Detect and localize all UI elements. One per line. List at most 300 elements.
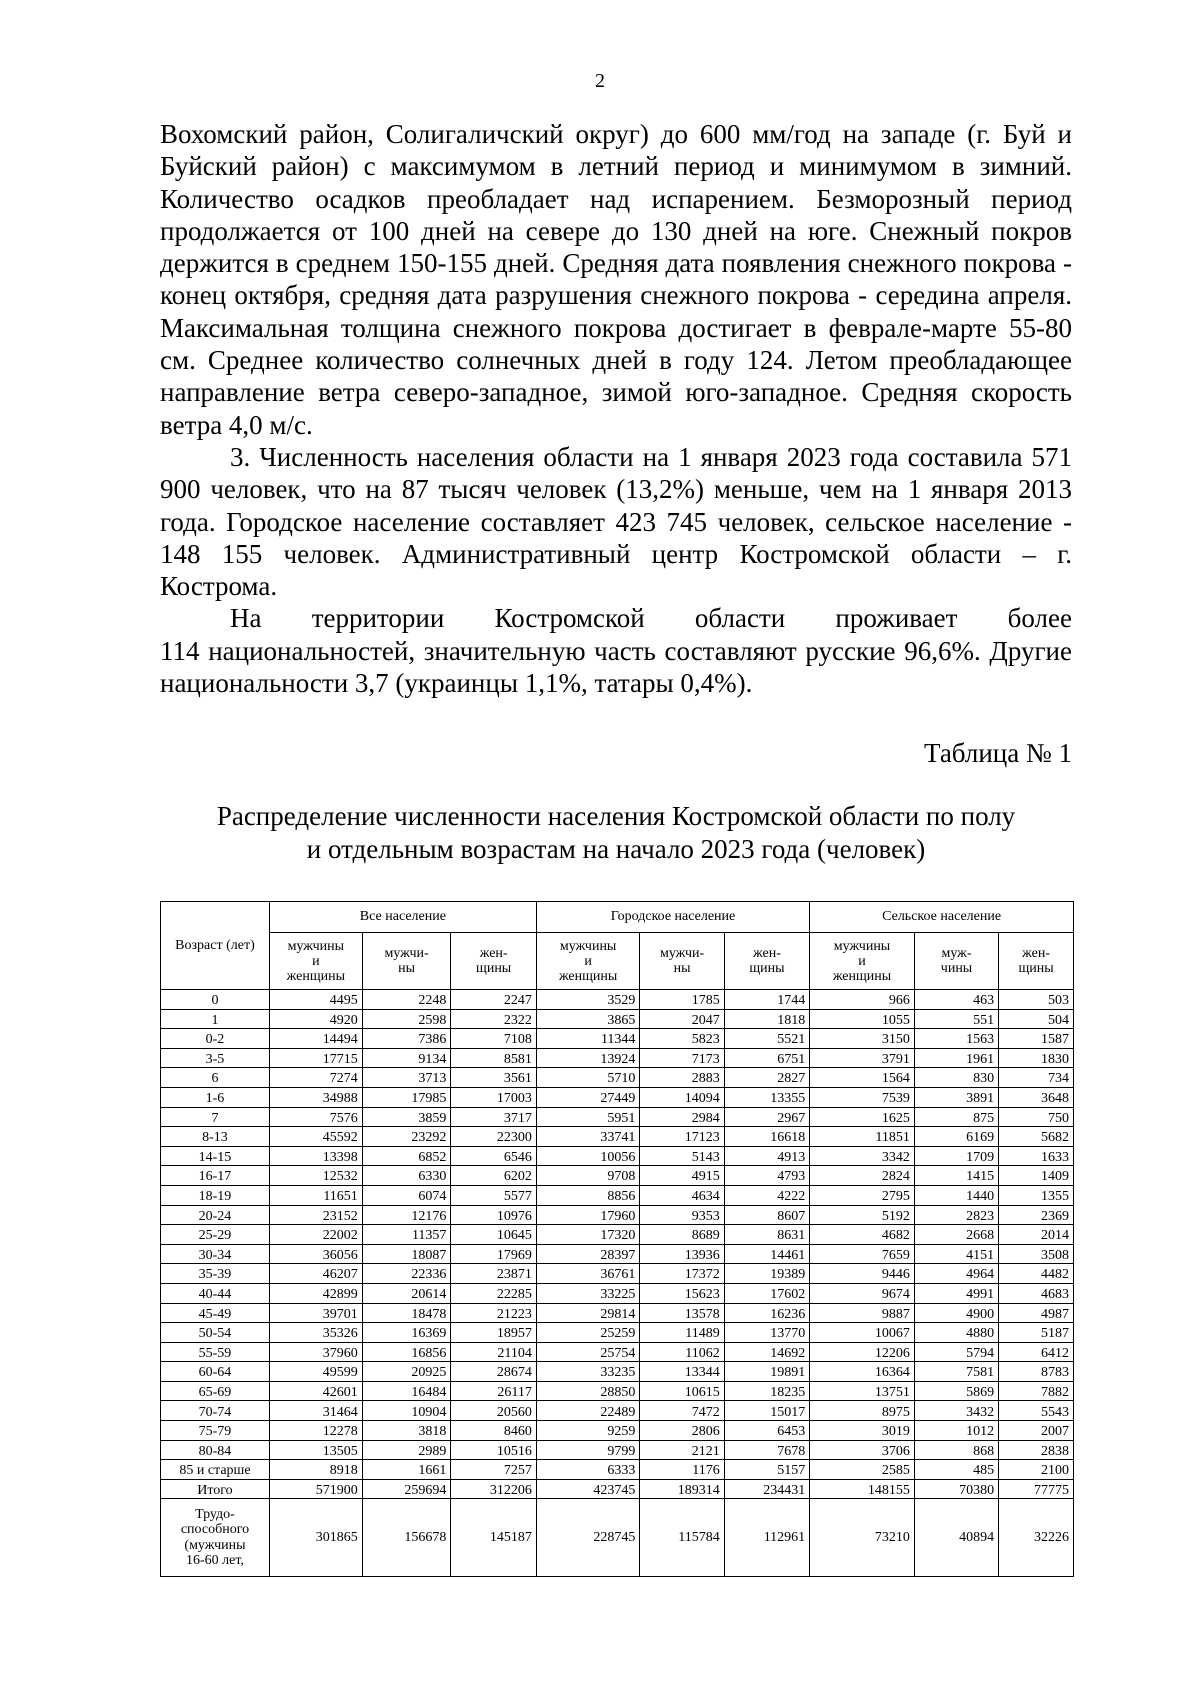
value-cell: 7576	[269, 1107, 362, 1127]
value-cell: 4964	[914, 1264, 998, 1284]
value-cell: 36761	[536, 1264, 640, 1284]
table-row	[161, 1264, 1074, 1284]
value-cell: 20925	[362, 1362, 451, 1382]
value-cell: 5794	[914, 1342, 998, 1362]
value-cell: 2989	[362, 1440, 451, 1460]
value-cell: 5682	[999, 1127, 1074, 1147]
value-cell: 2014	[999, 1225, 1074, 1245]
value-cell: 2247	[451, 990, 536, 1010]
value-cell: 750	[999, 1107, 1074, 1127]
value-cell: 1830	[999, 1048, 1074, 1068]
value-cell: 10615	[640, 1381, 724, 1401]
value-cell: 189314	[640, 1479, 724, 1499]
value-cell: 5187	[999, 1323, 1074, 1343]
value-cell: 1012	[914, 1421, 998, 1441]
value-cell: 21104	[451, 1342, 536, 1362]
value-cell: 259694	[362, 1479, 451, 1499]
value-cell: 1661	[362, 1460, 451, 1480]
value-cell: 3648	[999, 1087, 1074, 1107]
value-cell: 7539	[810, 1087, 915, 1107]
sub-column-header: жен- щины	[724, 933, 809, 990]
value-cell: 33225	[536, 1283, 640, 1303]
paragraph: На территории Костромской области проживает более	[230, 603, 1072, 634]
value-cell: 830	[914, 1068, 998, 1088]
value-cell: 8581	[451, 1048, 536, 1068]
value-cell: 9887	[810, 1303, 915, 1323]
age-cell: 1-6	[161, 1087, 270, 1107]
age-cell: 20-24	[161, 1205, 270, 1225]
table-row	[161, 1166, 1074, 1186]
value-cell: 21223	[451, 1303, 536, 1323]
group-header: Городское население	[536, 902, 809, 933]
table-title	[160, 800, 1072, 866]
table-row	[161, 1421, 1074, 1441]
value-cell: 2824	[810, 1166, 915, 1186]
value-cell: 16856	[362, 1342, 451, 1362]
value-cell: 28850	[536, 1381, 640, 1401]
value-cell: 485	[914, 1460, 998, 1480]
value-cell: 6751	[724, 1048, 809, 1068]
value-cell: 11344	[536, 1029, 640, 1049]
sub-column-header: мужчи- ны	[640, 933, 724, 990]
table-row	[161, 1381, 1074, 1401]
age-cell: 75-79	[161, 1421, 270, 1441]
sub-column-header: жен- щины	[999, 933, 1074, 990]
table-row	[161, 1440, 1074, 1460]
value-cell: 4915	[640, 1166, 724, 1186]
sub-column-header: муж- чины	[914, 933, 998, 990]
value-cell: 18957	[451, 1323, 536, 1343]
value-cell: 4793	[724, 1166, 809, 1186]
value-cell: 31464	[269, 1401, 362, 1421]
value-cell: 234431	[724, 1479, 809, 1499]
value-cell: 312206	[451, 1479, 536, 1499]
body-text	[160, 118, 1072, 699]
table-row	[161, 1342, 1074, 1362]
value-cell: 148155	[810, 1479, 915, 1499]
value-cell: 32226	[999, 1499, 1074, 1577]
value-cell: 17320	[536, 1225, 640, 1245]
value-cell: 15017	[724, 1401, 809, 1421]
value-cell: 2007	[999, 1421, 1074, 1441]
table-row	[161, 1009, 1074, 1029]
table-row	[161, 1460, 1074, 1480]
value-cell: 4987	[999, 1303, 1074, 1323]
value-cell: 9259	[536, 1421, 640, 1441]
value-cell: 26117	[451, 1381, 536, 1401]
value-cell: 6412	[999, 1342, 1074, 1362]
value-cell: 12278	[269, 1421, 362, 1441]
value-cell: 966	[810, 990, 915, 1010]
value-cell: 10056	[536, 1146, 640, 1166]
value-cell: 8689	[640, 1225, 724, 1245]
value-cell: 17602	[724, 1283, 809, 1303]
value-cell: 10645	[451, 1225, 536, 1245]
value-cell: 504	[999, 1009, 1074, 1029]
value-cell: 463	[914, 990, 998, 1010]
age-cell: 80-84	[161, 1440, 270, 1460]
table-row	[161, 1146, 1074, 1166]
table-row	[161, 1107, 1074, 1127]
value-cell: 2823	[914, 1205, 998, 1225]
value-cell: 22300	[451, 1127, 536, 1147]
value-cell: 4683	[999, 1283, 1074, 1303]
value-cell: 7108	[451, 1029, 536, 1049]
value-cell: 7882	[999, 1381, 1074, 1401]
sub-column-header: мужчины и женщины	[536, 933, 640, 990]
page-number: 2	[595, 70, 605, 92]
value-cell: 4634	[640, 1185, 724, 1205]
table-row	[161, 1087, 1074, 1107]
value-cell: 14494	[269, 1029, 362, 1049]
value-cell: 875	[914, 1107, 998, 1127]
value-cell: 1176	[640, 1460, 724, 1480]
value-cell: 1440	[914, 1185, 998, 1205]
age-cell: 70-74	[161, 1401, 270, 1421]
value-cell: 3859	[362, 1107, 451, 1127]
age-cell: 40-44	[161, 1283, 270, 1303]
value-cell: 8783	[999, 1362, 1074, 1382]
value-cell: 5710	[536, 1068, 640, 1088]
value-cell: 1563	[914, 1029, 998, 1049]
value-cell: 11651	[269, 1185, 362, 1205]
value-cell: 33741	[536, 1127, 640, 1147]
value-cell: 1709	[914, 1146, 998, 1166]
value-cell: 12206	[810, 1342, 915, 1362]
value-cell: 7386	[362, 1029, 451, 1049]
value-cell: 3818	[362, 1421, 451, 1441]
value-cell: 19389	[724, 1264, 809, 1284]
value-cell: 25259	[536, 1323, 640, 1343]
value-cell: 1785	[640, 990, 724, 1010]
value-cell: 46207	[269, 1264, 362, 1284]
group-header: Все население	[269, 902, 536, 933]
value-cell: 17003	[451, 1087, 536, 1107]
value-cell: 1409	[999, 1166, 1074, 1186]
value-cell: 27449	[536, 1087, 640, 1107]
value-cell: 8975	[810, 1401, 915, 1421]
value-cell: 5577	[451, 1185, 536, 1205]
value-cell: 1961	[914, 1048, 998, 1068]
table-row	[161, 1303, 1074, 1323]
table-row	[161, 1185, 1074, 1205]
value-cell: 35326	[269, 1323, 362, 1343]
value-cell: 5951	[536, 1107, 640, 1127]
value-cell: 7659	[810, 1244, 915, 1264]
age-cell: 25-29	[161, 1225, 270, 1245]
value-cell: 2984	[640, 1107, 724, 1127]
value-cell: 6453	[724, 1421, 809, 1441]
value-cell: 13505	[269, 1440, 362, 1460]
value-cell: 14692	[724, 1342, 809, 1362]
value-cell: 8460	[451, 1421, 536, 1441]
sub-column-header: мужчи- ны	[362, 933, 451, 990]
table-title-line: и отдельным возрастам на начало 2023 года (человек)	[306, 834, 926, 864]
value-cell: 9708	[536, 1166, 640, 1186]
value-cell: 8631	[724, 1225, 809, 1245]
value-cell: 5192	[810, 1205, 915, 1225]
value-cell: 6169	[914, 1127, 998, 1147]
value-cell: 14461	[724, 1244, 809, 1264]
table-row	[161, 1499, 1074, 1577]
value-cell: 33235	[536, 1362, 640, 1382]
value-cell: 3342	[810, 1146, 915, 1166]
value-cell: 4482	[999, 1264, 1074, 1284]
value-cell: 13398	[269, 1146, 362, 1166]
value-cell: 3706	[810, 1440, 915, 1460]
value-cell: 9134	[362, 1048, 451, 1068]
table-row	[161, 1068, 1074, 1088]
value-cell: 11851	[810, 1127, 915, 1147]
age-cell: 7	[161, 1107, 270, 1127]
value-cell: 7257	[451, 1460, 536, 1480]
value-cell: 228745	[536, 1499, 640, 1577]
value-cell: 115784	[640, 1499, 724, 1577]
table-row	[161, 1244, 1074, 1264]
value-cell: 13344	[640, 1362, 724, 1382]
table-row	[161, 1283, 1074, 1303]
value-cell: 2883	[640, 1068, 724, 1088]
group-header: Сельское население	[810, 902, 1074, 933]
value-cell: 551	[914, 1009, 998, 1029]
value-cell: 3717	[451, 1107, 536, 1127]
value-cell: 36056	[269, 1244, 362, 1264]
age-cell: 60-64	[161, 1362, 270, 1382]
value-cell: 5157	[724, 1460, 809, 1480]
table-row	[161, 1029, 1074, 1049]
value-cell: 23292	[362, 1127, 451, 1147]
value-cell: 7274	[269, 1068, 362, 1088]
value-cell: 11489	[640, 1323, 724, 1343]
value-cell: 28674	[451, 1362, 536, 1382]
value-cell: 11062	[640, 1342, 724, 1362]
value-cell: 4920	[269, 1009, 362, 1029]
value-cell: 77775	[999, 1479, 1074, 1499]
table-row	[161, 1225, 1074, 1245]
value-cell: 4495	[269, 990, 362, 1010]
value-cell: 1633	[999, 1146, 1074, 1166]
value-cell: 9799	[536, 1440, 640, 1460]
value-cell: 40894	[914, 1499, 998, 1577]
value-cell: 2047	[640, 1009, 724, 1029]
population-table	[160, 901, 1074, 1577]
value-cell: 3865	[536, 1009, 640, 1029]
age-cell: 14-15	[161, 1146, 270, 1166]
value-cell: 42899	[269, 1283, 362, 1303]
value-cell: 4222	[724, 1185, 809, 1205]
value-cell: 15623	[640, 1283, 724, 1303]
value-cell: 3019	[810, 1421, 915, 1441]
value-cell: 6330	[362, 1166, 451, 1186]
value-cell: 22336	[362, 1264, 451, 1284]
value-cell: 2248	[362, 990, 451, 1010]
value-cell: 3432	[914, 1401, 998, 1421]
value-cell: 37960	[269, 1342, 362, 1362]
value-cell: 5143	[640, 1146, 724, 1166]
value-cell: 17985	[362, 1087, 451, 1107]
sub-column-header: мужчины и женщины	[269, 933, 362, 990]
age-column-header: Возраст (лет)	[161, 902, 270, 990]
table-row	[161, 1401, 1074, 1421]
value-cell: 8856	[536, 1185, 640, 1205]
age-cell: 3-5	[161, 1048, 270, 1068]
value-cell: 16236	[724, 1303, 809, 1323]
value-cell: 73210	[810, 1499, 915, 1577]
value-cell: 70380	[914, 1479, 998, 1499]
value-cell: 2369	[999, 1205, 1074, 1225]
value-cell: 6202	[451, 1166, 536, 1186]
value-cell: 1415	[914, 1166, 998, 1186]
value-cell: 5543	[999, 1401, 1074, 1421]
value-cell: 2598	[362, 1009, 451, 1029]
value-cell: 3529	[536, 990, 640, 1010]
value-cell: 9353	[640, 1205, 724, 1225]
table-row	[161, 1479, 1074, 1499]
value-cell: 17969	[451, 1244, 536, 1264]
age-cell: 65-69	[161, 1381, 270, 1401]
value-cell: 16364	[810, 1362, 915, 1382]
value-cell: 22002	[269, 1225, 362, 1245]
age-cell: 0-2	[161, 1029, 270, 1049]
value-cell: 7173	[640, 1048, 724, 1068]
value-cell: 2668	[914, 1225, 998, 1245]
age-cell: 55-59	[161, 1342, 270, 1362]
value-cell: 45592	[269, 1127, 362, 1147]
value-cell: 17123	[640, 1127, 724, 1147]
value-cell: 2827	[724, 1068, 809, 1088]
value-cell: 7472	[640, 1401, 724, 1421]
value-cell: 12532	[269, 1166, 362, 1186]
age-cell: Итого	[161, 1479, 270, 1499]
value-cell: 16484	[362, 1381, 451, 1401]
age-cell: 45-49	[161, 1303, 270, 1323]
value-cell: 17960	[536, 1205, 640, 1225]
value-cell: 6333	[536, 1460, 640, 1480]
value-cell: 3891	[914, 1087, 998, 1107]
value-cell: 112961	[724, 1499, 809, 1577]
table-row	[161, 1048, 1074, 1068]
value-cell: 301865	[269, 1499, 362, 1577]
age-cell: Трудо- способного (мужчины 16-60 лет,	[161, 1499, 270, 1577]
paragraph: 114 национальностей, значительную часть составляют русские 96,6%. Другие национальности 3,7 (украинцы 1,1%, татары 0,4%).	[160, 635, 1072, 699]
age-cell: 0	[161, 990, 270, 1010]
value-cell: 2795	[810, 1185, 915, 1205]
value-cell: 5823	[640, 1029, 724, 1049]
value-cell: 2838	[999, 1440, 1074, 1460]
value-cell: 1355	[999, 1185, 1074, 1205]
value-cell: 1625	[810, 1107, 915, 1127]
value-cell: 13936	[640, 1244, 724, 1264]
table-row	[161, 1323, 1074, 1343]
value-cell: 22489	[536, 1401, 640, 1421]
value-cell: 25754	[536, 1342, 640, 1362]
table-row	[161, 1362, 1074, 1382]
value-cell: 3713	[362, 1068, 451, 1088]
value-cell: 42601	[269, 1381, 362, 1401]
value-cell: 10976	[451, 1205, 536, 1225]
value-cell: 6852	[362, 1146, 451, 1166]
sub-column-header: мужчины и женщины	[810, 933, 915, 990]
age-cell: 50-54	[161, 1323, 270, 1343]
value-cell: 20614	[362, 1283, 451, 1303]
age-cell: 16-17	[161, 1166, 270, 1186]
value-cell: 14094	[640, 1087, 724, 1107]
value-cell: 4900	[914, 1303, 998, 1323]
table-row	[161, 1127, 1074, 1147]
value-cell: 503	[999, 990, 1074, 1010]
value-cell: 2806	[640, 1421, 724, 1441]
value-cell: 7581	[914, 1362, 998, 1382]
value-cell: 16618	[724, 1127, 809, 1147]
value-cell: 28397	[536, 1244, 640, 1264]
table-row	[161, 990, 1074, 1010]
value-cell: 13924	[536, 1048, 640, 1068]
value-cell: 145187	[451, 1499, 536, 1577]
value-cell: 3508	[999, 1244, 1074, 1264]
value-cell: 3791	[810, 1048, 915, 1068]
value-cell: 17372	[640, 1264, 724, 1284]
value-cell: 1564	[810, 1068, 915, 1088]
value-cell: 19891	[724, 1362, 809, 1382]
value-cell: 2121	[640, 1440, 724, 1460]
value-cell: 5869	[914, 1381, 998, 1401]
value-cell: 23152	[269, 1205, 362, 1225]
value-cell: 156678	[362, 1499, 451, 1577]
age-cell: 6	[161, 1068, 270, 1088]
age-cell: 85 и старше	[161, 1460, 270, 1480]
value-cell: 8918	[269, 1460, 362, 1480]
value-cell: 11357	[362, 1225, 451, 1245]
value-cell: 6074	[362, 1185, 451, 1205]
value-cell: 7678	[724, 1440, 809, 1460]
value-cell: 1055	[810, 1009, 915, 1029]
paragraph: Вохомский район, Солигаличский округ) до 600 мм/год на западе (г. Буй и Буйский район) с максимумом в летний период и минимумом в зимний. Количество осадков преобладает над испарением. Безморозный период продолжается от 100 дней на севере до 130 дней на юге. Снежный покров держится в среднем 150-155 дней. Средняя дата появления снежного покрова - конец октября, средняя дата разрушения снежного покрова - середина апреля. Максимальная толщина снежного покрова достигает в феврале-марте 55-80 см. Среднее количество солнечных дней в году 124. Летом преобладающее направление ветра северо-западное, зимой юго-западное. Средняя скорость ветра 4,0 м/с.	[160, 119, 1072, 440]
age-cell: 18-19	[161, 1185, 270, 1205]
value-cell: 2322	[451, 1009, 536, 1029]
value-cell: 18478	[362, 1303, 451, 1323]
value-cell: 34988	[269, 1087, 362, 1107]
value-cell: 6546	[451, 1146, 536, 1166]
value-cell: 39701	[269, 1303, 362, 1323]
value-cell: 23871	[451, 1264, 536, 1284]
value-cell: 734	[999, 1068, 1074, 1088]
value-cell: 13751	[810, 1381, 915, 1401]
value-cell: 29814	[536, 1303, 640, 1323]
table-row	[161, 1205, 1074, 1225]
value-cell: 17715	[269, 1048, 362, 1068]
value-cell: 4991	[914, 1283, 998, 1303]
value-cell: 9446	[810, 1264, 915, 1284]
age-cell: 1	[161, 1009, 270, 1029]
table-number: Таблица № 1	[924, 738, 1072, 768]
value-cell: 4880	[914, 1323, 998, 1343]
sub-column-header: жен- щины	[451, 933, 536, 990]
value-cell: 9674	[810, 1283, 915, 1303]
value-cell: 20560	[451, 1401, 536, 1421]
value-cell: 49599	[269, 1362, 362, 1382]
value-cell: 423745	[536, 1479, 640, 1499]
value-cell: 4682	[810, 1225, 915, 1245]
value-cell: 4913	[724, 1146, 809, 1166]
paragraph: 3. Численность населения области на 1 января 2023 года составила 571 900 человек, что на 87 тысяч человек (13,2%) меньше, чем на 1 января 2013 года. Городское население составляет 423 745 человек, сельское население - 148 155 человек. Административный центр Костромской области – г. Кострома.	[160, 441, 1072, 602]
value-cell: 16369	[362, 1323, 451, 1343]
value-cell: 18235	[724, 1381, 809, 1401]
value-cell: 2585	[810, 1460, 915, 1480]
value-cell: 10516	[451, 1440, 536, 1460]
value-cell: 22285	[451, 1283, 536, 1303]
value-cell: 10904	[362, 1401, 451, 1421]
value-cell: 2100	[999, 1460, 1074, 1480]
